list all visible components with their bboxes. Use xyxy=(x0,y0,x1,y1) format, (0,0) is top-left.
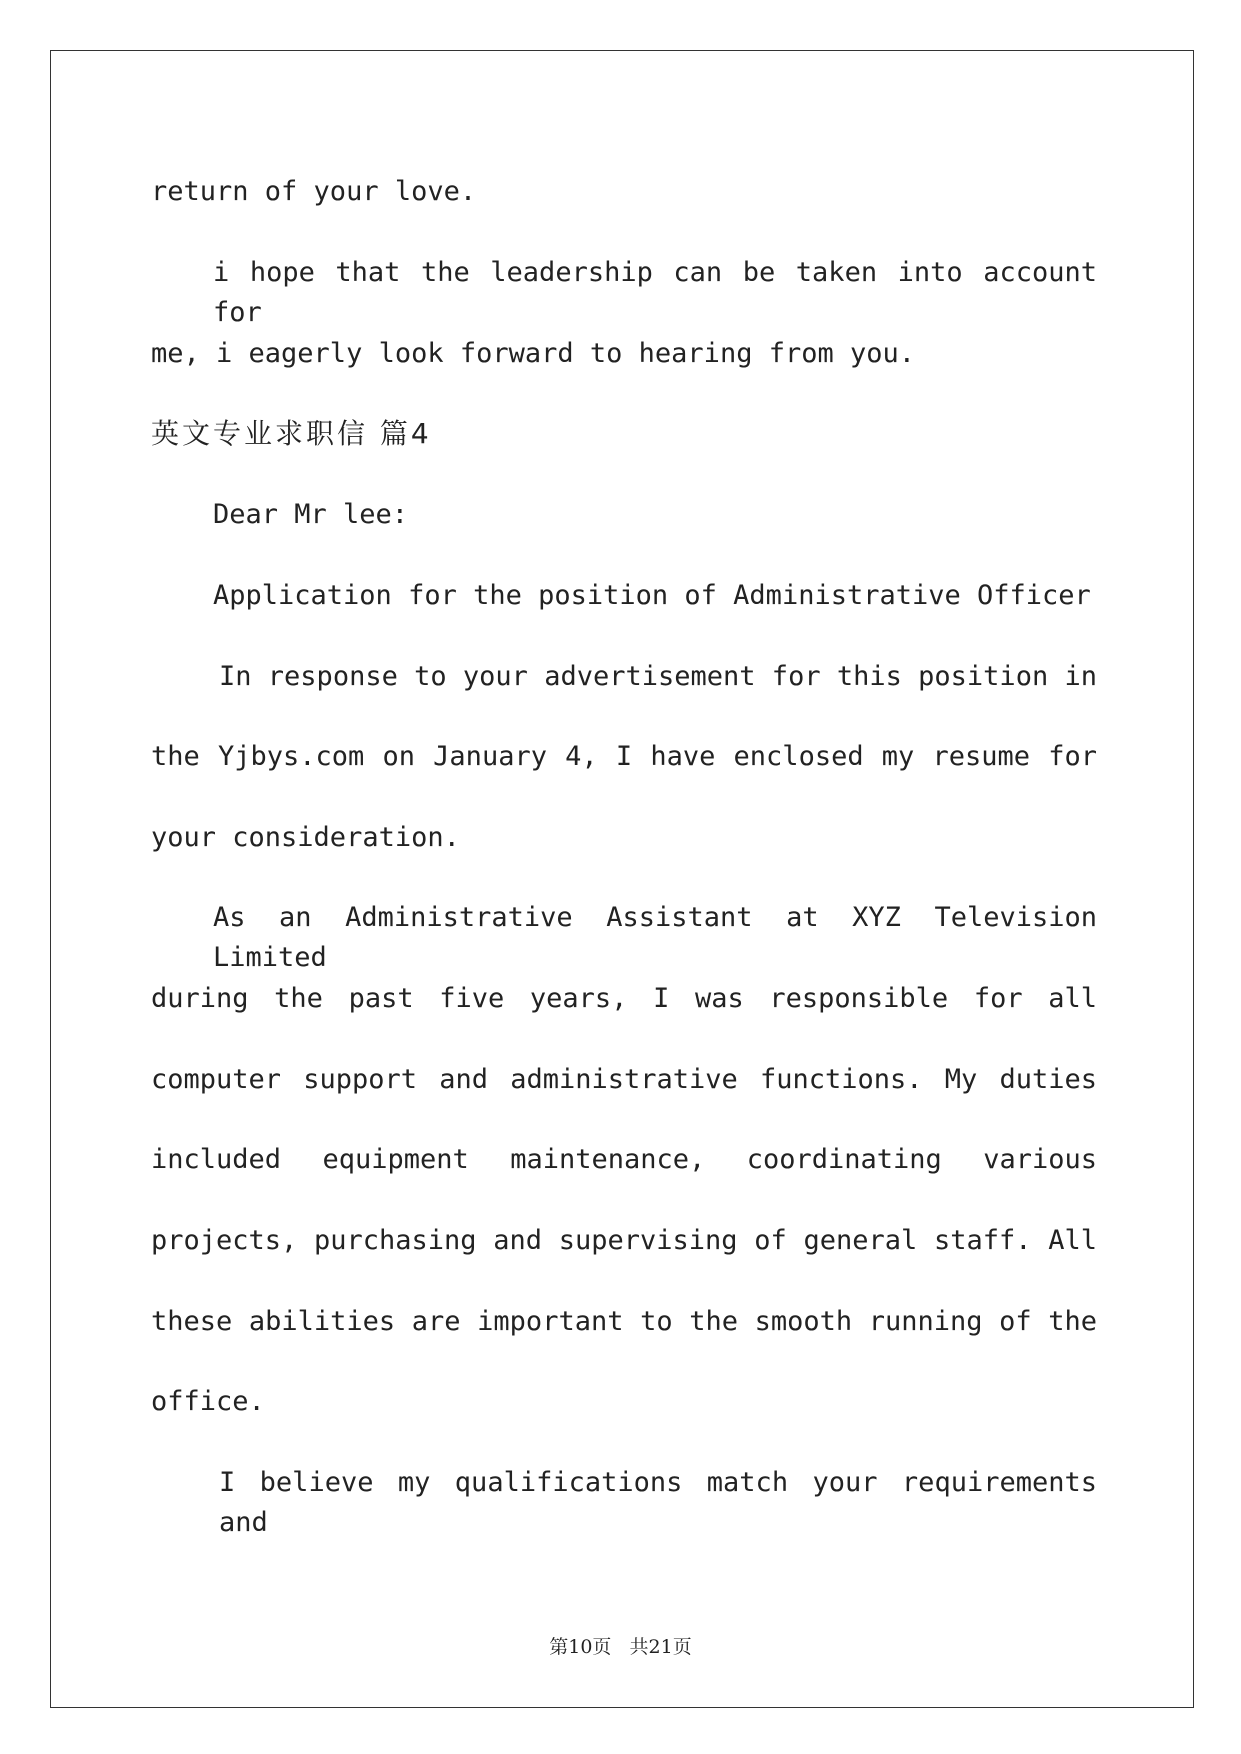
text-line: your consideration. xyxy=(151,822,460,853)
salutation: Dear Mr lee: xyxy=(213,499,409,530)
text-line: these abilities are important to the smooth running of the xyxy=(151,1306,1097,1337)
text-line: i hope that the leadership can be taken into account for xyxy=(213,257,1097,328)
text-line: computer support and administrative functions. My duties xyxy=(151,1064,1097,1095)
page-number: 第10页 共21页 xyxy=(549,1636,692,1658)
text-line: included equipment maintenance, coordinating various xyxy=(151,1144,1097,1175)
text-line: In response to your advertisement for this position in xyxy=(219,661,1097,692)
text-line: As an Administrative Assistant at XYZ Television Limited xyxy=(213,902,1097,973)
text-line: during the past five years, I was responsible for all xyxy=(151,983,1097,1014)
text-line: me, i eagerly look forward to hearing from you. xyxy=(151,338,916,369)
text-line: the Yjbys.com on January 4, I have enclosed my resume for xyxy=(151,741,1097,772)
text-line: office. xyxy=(151,1386,265,1417)
text-line: return of your love. xyxy=(151,176,477,207)
text-line: I believe my qualifications match your requirements and xyxy=(219,1467,1097,1538)
subject-line: Application for the position of Administrative Officer xyxy=(213,580,1091,611)
text-line: projects, purchasing and supervising of general staff. All xyxy=(151,1225,1097,1256)
section-heading: 英文专业求职信 篇4 xyxy=(151,417,432,450)
